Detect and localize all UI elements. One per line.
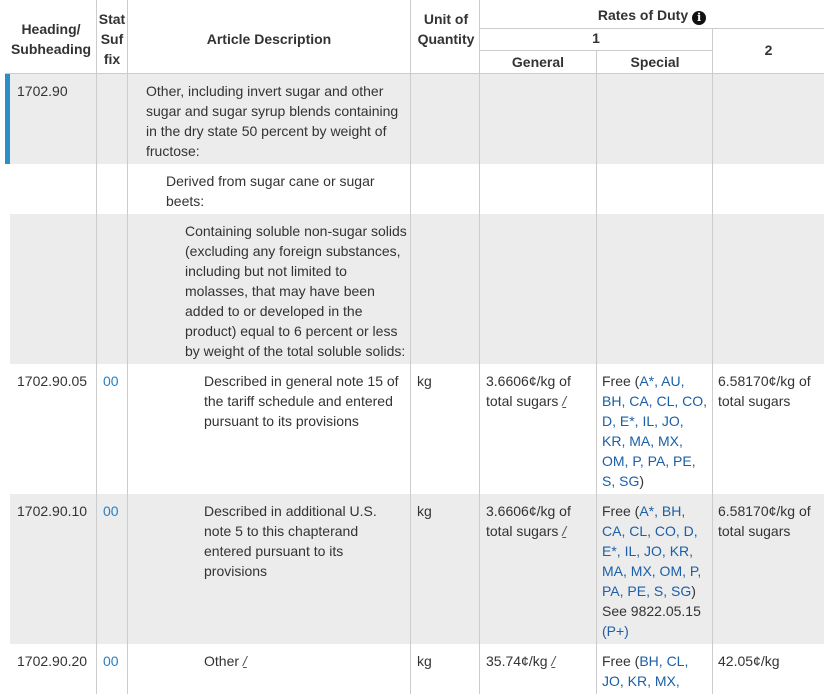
row-unit: kg xyxy=(417,503,432,519)
general-rate-text: 3.6606¢/kg of total sugars xyxy=(486,503,571,539)
special-prefix: Free ( xyxy=(602,373,640,389)
row-description: Described in general note 15 of the tariff schedule and entered pursuant to its provisions xyxy=(204,373,399,429)
footnote-link[interactable]: / xyxy=(562,523,567,539)
column-divider xyxy=(596,50,597,694)
row-special-rate xyxy=(602,371,708,491)
row-general-rate xyxy=(486,651,590,671)
special-programs-link[interactable]: A*, BH, CA, CL, CO, D, E*, IL, JO, KR, MA, MX, OM, P, PA, PE, S, SG xyxy=(602,503,702,599)
row-unit: kg xyxy=(417,653,432,669)
row-heading: 1702.90 xyxy=(17,83,68,99)
row-description: Other, including invert sugar and other sugar and sugar syrup blends containing in the dry state 50 percent by weight of fructose: xyxy=(146,83,399,159)
special-see-reference: See 9822.05.15 xyxy=(602,603,701,619)
special-prefix: Free ( xyxy=(602,503,640,519)
row-general-rate xyxy=(486,501,590,541)
special-suffix: ) xyxy=(639,473,645,489)
footnote-link[interactable]: / xyxy=(551,653,556,669)
row-description: Containing soluble non-sugar solids (excluding any foreign substances, including but not limited to molasses, that may have been added to or developed in the product) equal to 6 percent or less by weight of the total soluble solids: xyxy=(185,223,407,359)
row-selected-indicator xyxy=(5,74,10,164)
header-special: Special xyxy=(630,54,680,70)
row-column2-rate: 6.58170¢/kg of total sugars xyxy=(718,373,811,409)
rates-of-duty-label: Rates of Duty xyxy=(597,7,689,23)
header-stat-suffix: Stat Suf fix xyxy=(98,11,126,67)
row-heading: 1702.90.20 xyxy=(17,653,88,669)
table-header xyxy=(0,0,824,74)
special-programs-link[interactable]: A*, AU, BH, CA, CL, CO, D, E*, IL, JO, KR, MA, MX, OM, P, PA, PE, S, SG xyxy=(602,373,708,489)
header-column-1: 1 xyxy=(592,30,600,46)
row-unit: kg xyxy=(417,373,432,389)
column-divider xyxy=(96,0,97,694)
header-general: General xyxy=(511,54,565,70)
row-special-rate xyxy=(602,651,702,691)
special-suffix: ) xyxy=(691,583,696,599)
special-see-programs-link[interactable]: (P+) xyxy=(602,623,629,639)
stat-suffix-link[interactable]: 00 xyxy=(103,373,119,389)
column-divider xyxy=(127,0,128,694)
column-divider xyxy=(410,0,411,694)
table-row xyxy=(10,214,824,364)
header-unit-of-quantity: Unit of Quantity xyxy=(417,11,475,47)
row-column2-rate: 6.58170¢/kg of total sugars xyxy=(718,503,811,539)
stat-suffix-link[interactable]: 00 xyxy=(103,653,119,669)
info-icon[interactable]: i xyxy=(692,11,706,25)
row-heading: 1702.90.05 xyxy=(17,373,88,389)
row-description xyxy=(204,651,406,671)
general-rate-text: 35.74¢/kg xyxy=(486,653,548,669)
row-column2-rate: 42.05¢/kg xyxy=(718,653,780,669)
footnote-link[interactable]: / xyxy=(242,653,247,669)
stat-suffix-link[interactable]: 00 xyxy=(103,503,119,519)
row-heading: 1702.90.10 xyxy=(17,503,88,519)
footnote-link[interactable]: / xyxy=(562,393,567,409)
column-divider xyxy=(479,0,480,694)
header-article-description: Article Description xyxy=(206,31,332,47)
general-rate-text: 3.6606¢/kg of total sugars xyxy=(486,373,571,409)
special-programs-link[interactable]: BH, CL, JO, KR, MX, xyxy=(602,653,689,689)
table-row xyxy=(10,164,824,214)
header-divider xyxy=(480,28,824,29)
row-description: Derived from sugar cane or sugar beets: xyxy=(166,173,375,209)
description-text: Other xyxy=(204,653,240,669)
special-prefix: Free ( xyxy=(602,653,640,669)
row-special-rate xyxy=(602,501,708,641)
header-rates-of-duty xyxy=(480,5,824,25)
row-description: Described in additional U.S. note 5 to this chapterand entered pursuant to its provisions xyxy=(204,503,377,579)
header-heading-subheading: Heading/ Subheading xyxy=(10,21,92,57)
row-general-rate xyxy=(486,371,590,411)
column-divider xyxy=(712,28,713,694)
header-column-2: 2 xyxy=(764,42,773,58)
